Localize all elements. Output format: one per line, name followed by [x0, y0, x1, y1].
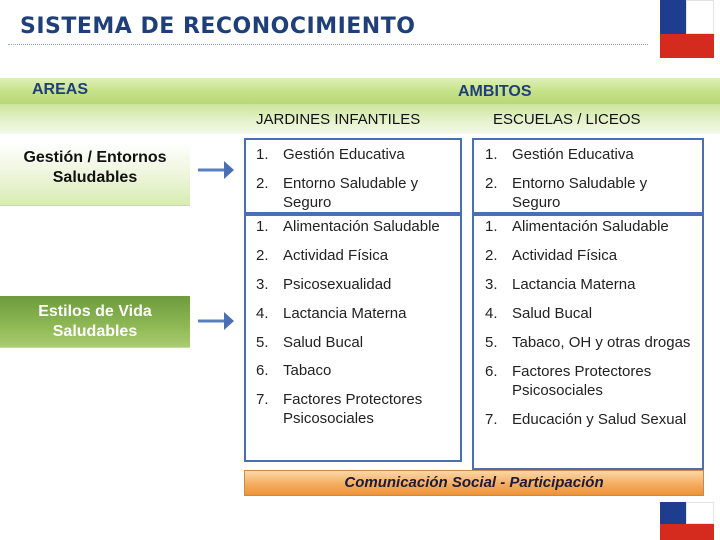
- list-item: 3. Lactancia Materna: [485, 276, 636, 293]
- area-estilos-line2: Saludables: [52, 323, 138, 340]
- list-gestion-escuelas: [485, 145, 697, 212]
- list-item: 1. Gestión Educativa: [485, 146, 634, 163]
- column-heading-escuelas: ESCUELAS / LICEOS: [493, 111, 641, 128]
- area-estilos-line1: Estilos de Vida: [38, 303, 152, 320]
- header-band: [0, 78, 720, 104]
- area-estilos-vida: [0, 296, 190, 348]
- arrow-right-icon: [196, 308, 236, 334]
- flag-bottom-icon: [660, 502, 714, 540]
- list-item: 6. Factores Protectores Psicosociales: [485, 363, 652, 399]
- list-item: 2. Entorno Saludable y Seguro: [485, 175, 648, 211]
- list-item: 7. Factores Protectores Psicosociales: [256, 391, 423, 427]
- list-item: 2. Actividad Física: [485, 247, 618, 264]
- list-estilos-escuelas: [485, 217, 697, 429]
- page-title: SISTEMA DE RECONOCIMIENTO: [20, 14, 416, 39]
- ambitos-heading: AMBITOS: [458, 83, 532, 100]
- list-item: 6. Tabaco: [256, 362, 332, 379]
- arrow-right-icon: [196, 157, 236, 183]
- list-item: 5. Tabaco, OH y otras drogas: [485, 334, 691, 351]
- list-item: 2. Entorno Saludable y Seguro: [256, 175, 419, 211]
- list-item: 4. Lactancia Materna: [256, 305, 407, 322]
- list-item: 1. Alimentación Saludable: [485, 218, 669, 235]
- area-gestion-entornos: [0, 142, 190, 206]
- list-item: 4. Salud Bucal: [485, 305, 593, 322]
- list-item: 7. Educación y Salud Sexual: [485, 411, 687, 428]
- areas-heading: AREAS: [32, 81, 89, 98]
- title-divider: [8, 44, 648, 45]
- list-item: 5. Salud Bucal: [256, 334, 364, 351]
- flag-top-icon: [660, 0, 714, 58]
- list-item: 2. Actividad Física: [256, 247, 389, 264]
- list-gestion-jardines: [256, 145, 456, 212]
- footer-banner: Comunicación Social - Participación: [244, 470, 704, 496]
- list-item: 1. Alimentación Saludable: [256, 218, 440, 235]
- list-item: 1. Gestión Educativa: [256, 146, 405, 163]
- area-gestion-line1: Gestión / Entornos: [23, 149, 167, 166]
- list-item: 3. Psicosexualidad: [256, 276, 392, 293]
- area-gestion-line2: Saludables: [52, 169, 138, 186]
- list-estilos-jardines: [256, 217, 456, 428]
- column-heading-jardines: JARDINES INFANTILES: [256, 111, 421, 128]
